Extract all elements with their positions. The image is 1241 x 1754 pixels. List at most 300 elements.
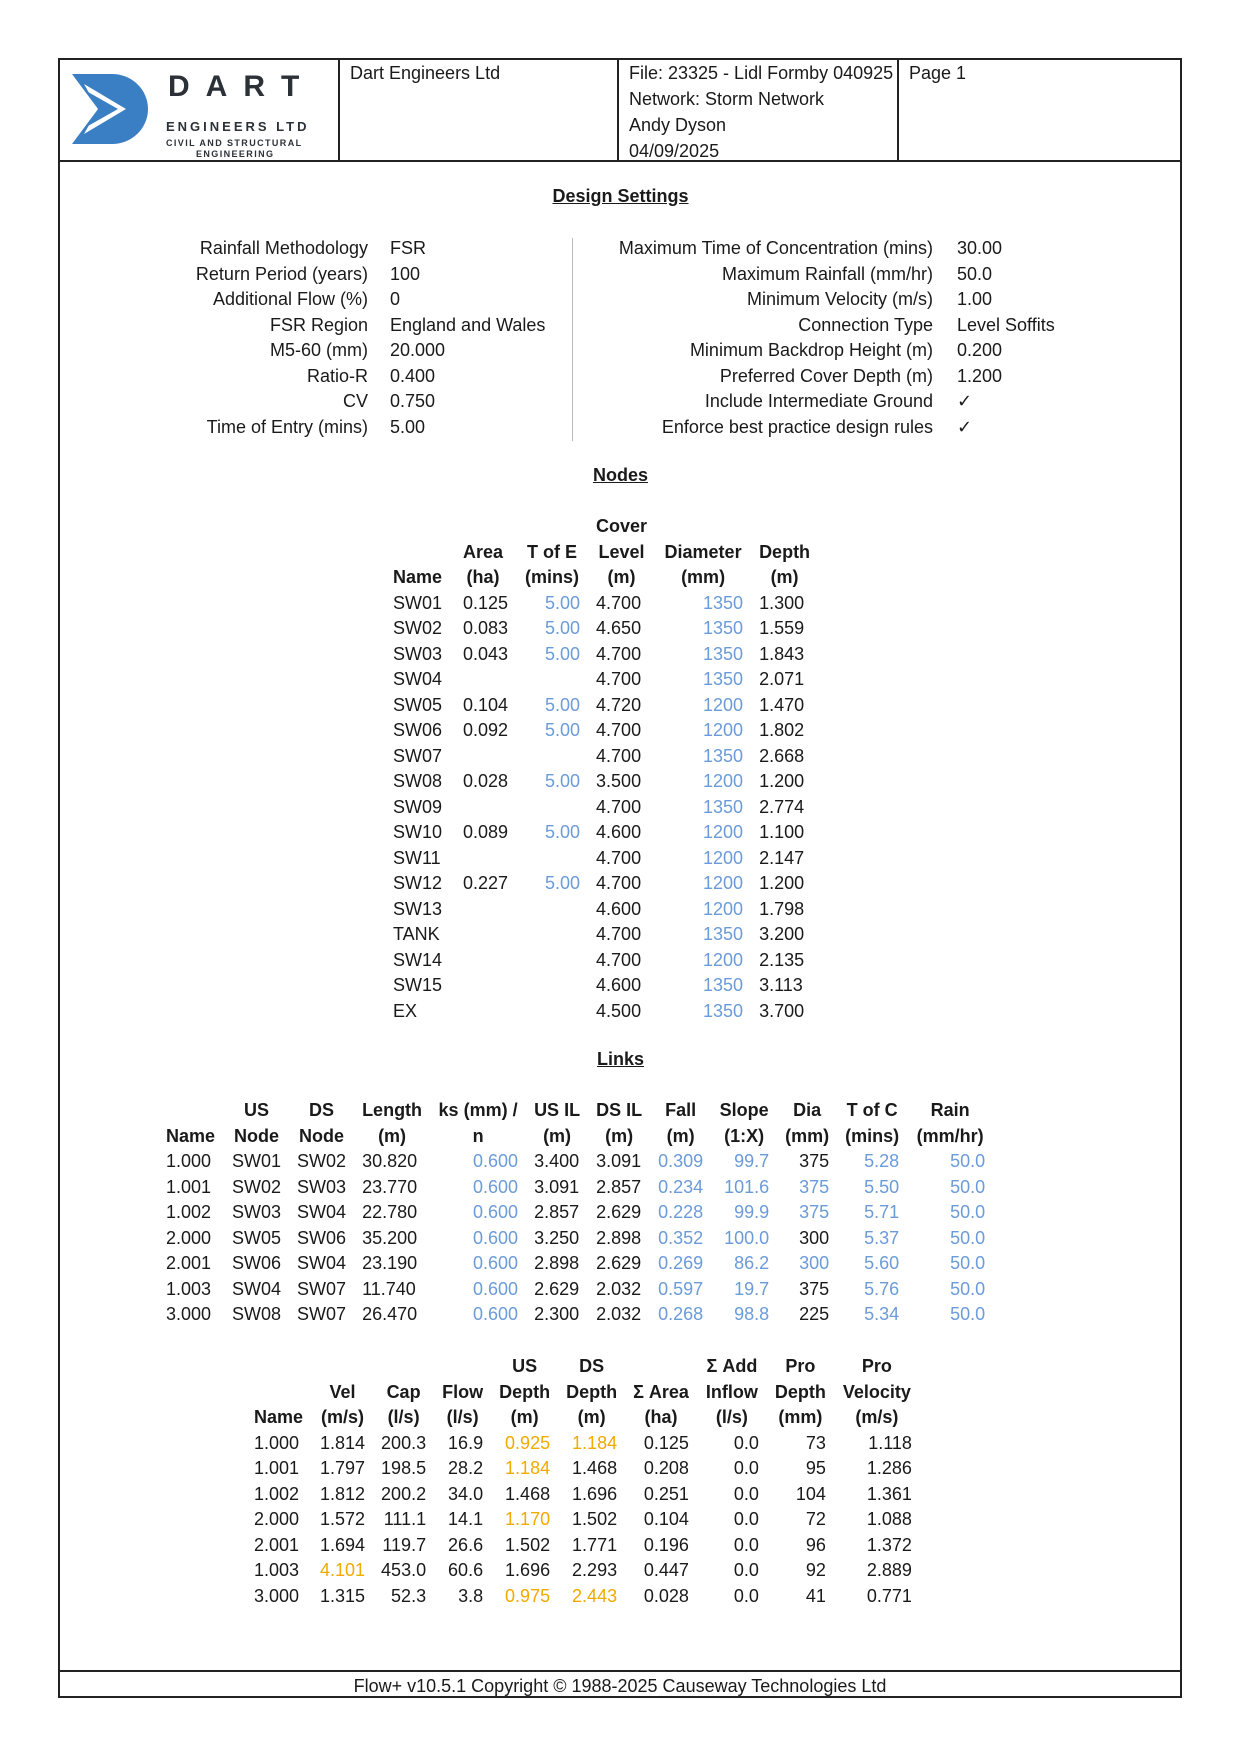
- setting-label: Minimum Velocity (m/s): [746, 289, 933, 309]
- column-header: [650, 1098, 711, 1149]
- table-cell: 2.898: [596, 1227, 642, 1248]
- table-cell: 5.34: [864, 1304, 900, 1324]
- table-cell: [450, 846, 516, 872]
- table-cell: 1200: [703, 847, 744, 868]
- table-cell: 5.00: [544, 643, 581, 664]
- column-header-line: Inflow: [705, 1381, 758, 1402]
- setting-label: Ratio-R: [306, 365, 368, 386]
- table-cell: 60.6: [448, 1560, 484, 1580]
- table-cell: 3.091: [534, 1176, 580, 1197]
- logo-tagline-1: CIVIL AND STRUCTURAL: [166, 138, 303, 148]
- page-cell: [897, 58, 1180, 160]
- author-line: Andy Dyson: [629, 115, 727, 135]
- table-cell: [450, 897, 516, 923]
- table-cell: 0.600: [473, 1253, 519, 1273]
- table-cell: 0.234: [658, 1176, 704, 1197]
- table-cell: [450, 948, 516, 974]
- column-header-line: DS: [309, 1100, 335, 1120]
- table-cell: 2.629: [596, 1253, 642, 1273]
- column-header-line: Name: [254, 1407, 304, 1427]
- column-header-line: Depth: [759, 541, 811, 562]
- table-cell: 4.500: [596, 1000, 642, 1021]
- table-cell: 1.468: [572, 1458, 618, 1478]
- table-row: [158, 1302, 993, 1328]
- column-header-line: (mm): [778, 1407, 823, 1427]
- table-cell: 198.5: [381, 1458, 427, 1478]
- table-cell: 50.0: [950, 1304, 986, 1324]
- column-header-line: Velocity: [842, 1381, 911, 1402]
- table-cell: 11.740: [362, 1278, 416, 1299]
- table-cell: 375: [799, 1176, 830, 1197]
- table-cell: 14.1: [448, 1509, 484, 1529]
- setting-label: CV: [342, 391, 368, 411]
- setting-value: 0.200: [957, 340, 1003, 360]
- table-cell: 99.7: [734, 1151, 770, 1171]
- column-header: [312, 1354, 373, 1431]
- table-cell: 4.720: [596, 694, 642, 715]
- table-cell: SW06: [393, 720, 443, 740]
- table-cell: 3.113: [759, 975, 803, 995]
- table-cell: 2.300: [534, 1304, 580, 1324]
- table-cell: 1.814: [320, 1432, 366, 1453]
- table-cell: 1.559: [759, 618, 805, 638]
- table-cell: 23.190: [362, 1253, 418, 1273]
- table-cell: 4.600: [596, 975, 642, 995]
- table-cell: 1350: [703, 618, 744, 638]
- column-header-line: Cap: [386, 1381, 421, 1402]
- table-cell: 1.003: [254, 1560, 300, 1580]
- table-cell: 4.700: [596, 720, 642, 740]
- setting-label: M5-60 (mm): [270, 340, 368, 360]
- setting-row: [140, 338, 545, 364]
- table-cell: 5.76: [864, 1278, 900, 1299]
- column-header-line: n: [472, 1125, 484, 1146]
- column-header-line: Length: [362, 1100, 423, 1120]
- table-cell: 0.0: [733, 1458, 759, 1478]
- footer-copyright: Flow+ v10.5.1 Copyright © 1988-2025 Causeway Technologies Ltd: [58, 1670, 1182, 1698]
- table-cell: 104: [795, 1483, 826, 1504]
- setting-row: [593, 287, 1055, 313]
- setting-label: Minimum Backdrop Height (m): [689, 340, 933, 360]
- table-cell: SW03: [297, 1176, 347, 1197]
- table-cell: 1.118: [868, 1432, 912, 1453]
- table-cell: 2.000: [166, 1227, 212, 1248]
- table-cell: 4.650: [596, 618, 642, 638]
- table-cell: 1.315: [320, 1585, 366, 1606]
- column-header-line: Flow: [442, 1381, 484, 1402]
- table-cell: 1200: [703, 873, 744, 893]
- table-cell: 72: [805, 1509, 826, 1529]
- links-title: Links: [596, 1049, 644, 1069]
- column-header-line: (m): [607, 567, 636, 587]
- links-table: [158, 1098, 993, 1328]
- column-header-line: (m/s): [855, 1407, 899, 1427]
- network-line: Network: Storm Network: [629, 89, 825, 109]
- table-cell: 3.091: [596, 1151, 642, 1171]
- table-cell: 101.6: [724, 1176, 770, 1197]
- table-cell: SW10: [393, 822, 443, 842]
- column-header: [777, 1098, 837, 1149]
- table-cell: 4.700: [596, 669, 642, 689]
- table-cell: 26.470: [362, 1304, 418, 1324]
- table-row: [246, 1507, 920, 1533]
- column-header: [430, 1098, 526, 1149]
- table-cell: 2.071: [759, 669, 805, 689]
- table-cell: SW08: [232, 1304, 282, 1324]
- column-header-line: Area: [463, 541, 504, 562]
- table-cell: 28.2: [448, 1458, 484, 1478]
- column-header-line: (ha): [466, 567, 500, 587]
- table-cell: 95: [805, 1458, 826, 1478]
- table-cell: SW02: [232, 1176, 282, 1197]
- table-cell: 0.447: [643, 1560, 689, 1580]
- setting-value: ✓: [957, 391, 973, 411]
- table-cell: [516, 846, 588, 872]
- column-header-line: US IL: [534, 1100, 581, 1120]
- setting-value: England and Wales: [390, 314, 546, 335]
- table-cell: SW06: [232, 1253, 282, 1273]
- setting-row: [593, 389, 1055, 415]
- column-header: [224, 1098, 289, 1149]
- table-cell: 2.001: [254, 1534, 300, 1555]
- column-header-line: Node: [299, 1125, 345, 1146]
- column-header-line: Rain: [930, 1100, 970, 1120]
- table-cell: 0.352: [658, 1227, 704, 1248]
- table-cell: SW04: [232, 1278, 282, 1299]
- setting-value: 100: [390, 263, 421, 284]
- table-cell: 0.028: [462, 771, 509, 791]
- file-line: File: 23325 - Lidl Formby 040925: [629, 63, 894, 83]
- table-cell: 1.200: [759, 771, 805, 791]
- column-header: [751, 514, 818, 591]
- table-cell: 2.857: [534, 1202, 580, 1222]
- table-cell: 98.8: [734, 1304, 770, 1324]
- table-cell: 96: [805, 1534, 826, 1555]
- table-row: [385, 973, 818, 999]
- table-cell: 50.0: [950, 1202, 986, 1222]
- column-header: [450, 514, 516, 591]
- column-header-line: (m): [378, 1125, 407, 1146]
- table-row: [158, 1149, 993, 1175]
- table-cell: 0.600: [473, 1304, 519, 1324]
- column-header-line: Slope: [719, 1100, 769, 1120]
- setting-row: [140, 415, 545, 441]
- table-cell: 1.372: [866, 1534, 912, 1555]
- table-cell: 1.002: [254, 1483, 300, 1504]
- table-cell: 73: [805, 1432, 826, 1453]
- table-cell: 1350: [703, 643, 744, 664]
- column-header-line: (mm): [785, 1125, 830, 1146]
- column-header-line: Pro: [785, 1356, 816, 1376]
- column-header: [558, 1354, 625, 1431]
- table-row: [246, 1482, 920, 1508]
- column-header-line: (l/s): [715, 1407, 748, 1427]
- table-cell: 1.694: [320, 1534, 366, 1555]
- table-cell: 5.28: [864, 1151, 900, 1171]
- table-cell: 34.0: [448, 1483, 484, 1504]
- table-cell: 4.101: [320, 1560, 366, 1580]
- column-header-line: Fall: [665, 1100, 697, 1120]
- table-cell: 0.0: [733, 1432, 759, 1453]
- setting-value: 30.00: [957, 238, 1003, 258]
- table-cell: 1200: [703, 694, 744, 715]
- company-cell: [338, 58, 617, 160]
- table-cell: 0.0: [733, 1483, 759, 1504]
- table-cell: 50.0: [950, 1227, 986, 1248]
- table-cell: SW01: [393, 592, 443, 613]
- table-cell: 1.001: [166, 1176, 212, 1197]
- table-cell: 0.089: [462, 822, 509, 842]
- column-header: [354, 1098, 430, 1149]
- table-cell: 1.002: [166, 1202, 212, 1222]
- table-cell: 0.043: [462, 643, 509, 664]
- table-cell: SW11: [393, 847, 441, 868]
- column-header: [588, 514, 655, 591]
- table-cell: 1.771: [572, 1534, 618, 1555]
- table-cell: 1.184: [505, 1458, 551, 1478]
- table-cell: 5.50: [864, 1176, 900, 1197]
- table-cell: 1200: [703, 949, 744, 970]
- table-cell: 4.700: [596, 745, 642, 766]
- table-cell: 375: [799, 1278, 830, 1299]
- table-cell: 0.196: [643, 1534, 689, 1555]
- table-row: [246, 1456, 920, 1482]
- table-cell: 111.1: [383, 1509, 427, 1529]
- setting-value: 5.00: [390, 416, 426, 437]
- setting-label: Connection Type: [798, 314, 933, 335]
- table-cell: 99.9: [734, 1202, 770, 1222]
- setting-label: Enforce best practice design rules: [661, 416, 933, 437]
- table-cell: 0.771: [866, 1585, 912, 1606]
- column-header: [625, 1354, 697, 1431]
- table-cell: SW07: [297, 1278, 347, 1299]
- setting-row: [593, 338, 1055, 364]
- table-cell: 1350: [703, 745, 744, 766]
- setting-row: [593, 415, 1055, 441]
- table-cell: 4.700: [596, 924, 642, 944]
- table-cell: [516, 999, 588, 1025]
- column-header-line: ks (mm) /: [438, 1100, 518, 1120]
- table-cell: 4.600: [596, 898, 642, 919]
- table-cell: 1.286: [866, 1458, 912, 1478]
- setting-value: FSR: [390, 238, 426, 258]
- table-cell: 1350: [703, 1000, 744, 1021]
- table-row: [385, 642, 818, 668]
- column-header: [655, 514, 751, 591]
- table-cell: 2.147: [759, 847, 805, 868]
- table-cell: 0.104: [462, 694, 509, 715]
- table-cell: 50.0: [950, 1278, 986, 1299]
- table-cell: SW13: [393, 898, 443, 919]
- column-header-line: Level: [598, 541, 645, 562]
- table-row: [385, 693, 818, 719]
- table-cell: 0.600: [473, 1202, 519, 1222]
- table-row: [385, 948, 818, 974]
- column-header-line: Node: [234, 1125, 280, 1146]
- table-row: [385, 897, 818, 923]
- setting-label: Include Intermediate Ground: [704, 391, 933, 411]
- table-cell: 0.0: [733, 1509, 759, 1529]
- column-header-line: T of E: [527, 541, 578, 562]
- table-cell: 2.629: [534, 1278, 580, 1299]
- table-cell: [516, 795, 588, 821]
- table-cell: 3.200: [759, 924, 805, 944]
- table-cell: 200.2: [381, 1483, 427, 1504]
- column-header-line: T of C: [846, 1100, 898, 1120]
- table-cell: 0.268: [658, 1304, 704, 1324]
- table-cell: 225: [799, 1304, 830, 1324]
- table-cell: 23.770: [362, 1176, 418, 1197]
- table-cell: 3.700: [759, 1000, 805, 1021]
- table-cell: SW07: [297, 1304, 347, 1324]
- table-cell: 5.00: [544, 771, 581, 791]
- table-cell: 1200: [703, 822, 744, 842]
- design-settings-left: [140, 236, 545, 440]
- column-header: [516, 514, 588, 591]
- table-cell: 1.502: [572, 1509, 618, 1529]
- table-cell: 1.100: [759, 822, 805, 842]
- table-row: [246, 1533, 920, 1559]
- nodes-title: Nodes: [592, 465, 648, 485]
- table-cell: 2.293: [572, 1560, 618, 1580]
- table-cell: 2.898: [534, 1253, 580, 1273]
- column-header-line: (mins): [845, 1125, 900, 1146]
- table-row: [385, 718, 818, 744]
- table-row: [385, 616, 818, 642]
- setting-row: [140, 389, 545, 415]
- table-cell: 2.668: [759, 745, 805, 766]
- company-logo: [72, 70, 332, 159]
- table-row: [385, 667, 818, 693]
- table-cell: 200.3: [381, 1432, 427, 1453]
- table-cell: 1.184: [572, 1432, 618, 1453]
- column-header: [158, 1098, 224, 1149]
- table-row: [246, 1431, 920, 1457]
- table-cell: 1.468: [505, 1483, 551, 1504]
- table-cell: 86.2: [734, 1253, 770, 1273]
- column-header-line: (m): [666, 1125, 695, 1146]
- design-settings-right: [593, 236, 1055, 440]
- column-header: [246, 1354, 312, 1431]
- table-cell: 4.700: [596, 643, 642, 664]
- setting-row: [140, 364, 545, 390]
- setting-value: 1.00: [957, 289, 993, 309]
- column-header-line: Vel: [329, 1381, 356, 1402]
- column-header: [834, 1354, 920, 1431]
- column-header-line: (m): [510, 1407, 539, 1427]
- table-cell: SW03: [393, 643, 443, 664]
- table-cell: 4.700: [596, 873, 642, 893]
- table-cell: 119.7: [382, 1534, 427, 1555]
- table-cell: 1.088: [866, 1509, 912, 1529]
- table-cell: 300: [799, 1253, 830, 1273]
- column-header-line: (m): [770, 567, 799, 587]
- table-cell: 2.000: [254, 1509, 300, 1529]
- table-cell: 300: [799, 1227, 830, 1248]
- setting-label: Additional Flow (%): [212, 289, 368, 309]
- column-header-line: (mins): [525, 567, 580, 587]
- table-cell: SW05: [232, 1227, 282, 1248]
- table-cell: SW04: [297, 1253, 347, 1273]
- table-cell: SW01: [232, 1151, 282, 1171]
- table-cell: 3.8: [458, 1585, 484, 1606]
- table-row: [385, 871, 818, 897]
- table-cell: 1.696: [505, 1560, 551, 1580]
- column-header-line: (l/s): [387, 1407, 420, 1427]
- table-cell: 0.104: [643, 1509, 689, 1529]
- setting-row: [593, 262, 1055, 288]
- table-cell: 1.000: [166, 1151, 212, 1171]
- table-cell: 2.001: [166, 1253, 212, 1273]
- table-cell: 0.125: [462, 592, 509, 613]
- column-header: [289, 1098, 354, 1149]
- column-header: [907, 1098, 993, 1149]
- table-row: [158, 1226, 993, 1252]
- table-cell: 0.092: [462, 720, 509, 740]
- table-row: [385, 769, 818, 795]
- table-cell: 1350: [703, 592, 744, 613]
- table-cell: 30.820: [362, 1151, 418, 1171]
- table-cell: SW04: [393, 669, 443, 689]
- table-cell: 4.700: [596, 949, 642, 970]
- table-cell: 0.083: [462, 618, 509, 638]
- table-row: [385, 922, 818, 948]
- setting-value: 0.750: [390, 391, 436, 411]
- table-cell: [450, 973, 516, 999]
- table-cell: 1.802: [759, 720, 805, 740]
- table-cell: 0.925: [505, 1432, 551, 1453]
- setting-value: 50.0: [957, 263, 993, 284]
- column-header-line: (m/s): [321, 1407, 365, 1427]
- setting-value: 20.000: [390, 340, 446, 360]
- logo-subtitle: ENGINEERS LTD: [166, 119, 310, 134]
- table-cell: SW15: [393, 975, 443, 995]
- results-table: [246, 1354, 920, 1609]
- table-row: [158, 1251, 993, 1277]
- table-cell: SW09: [393, 796, 443, 817]
- page-number: Page 1: [909, 63, 967, 83]
- table-row: [158, 1277, 993, 1303]
- table-cell: TANK: [393, 924, 440, 944]
- table-cell: SW12: [393, 873, 443, 893]
- table-cell: SW03: [232, 1202, 282, 1222]
- table-cell: 2.032: [596, 1278, 642, 1299]
- column-header-line: Pro: [861, 1356, 892, 1376]
- table-row: [385, 744, 818, 770]
- logo-tagline-2: ENGINEERING: [196, 149, 275, 159]
- setting-row: [140, 236, 545, 262]
- table-cell: 4.700: [596, 796, 642, 817]
- setting-label: Preferred Cover Depth (m): [719, 365, 933, 386]
- setting-value: 1.200: [957, 365, 1003, 386]
- setting-label: Maximum Time of Concentration (mins): [618, 238, 933, 258]
- table-cell: 5.00: [544, 873, 581, 893]
- column-header-line: Name: [393, 567, 443, 587]
- column-header-line: DS IL: [596, 1100, 643, 1120]
- table-cell: SW06: [297, 1227, 347, 1248]
- table-cell: 2.443: [572, 1585, 618, 1606]
- table-cell: 1350: [703, 796, 744, 817]
- column-header-line: Name: [166, 1125, 216, 1146]
- column-header: [767, 1354, 834, 1431]
- table-cell: 19.7: [734, 1278, 770, 1299]
- table-cell: [516, 897, 588, 923]
- column-header-line: US: [512, 1356, 538, 1376]
- table-cell: 3.000: [166, 1304, 212, 1324]
- table-cell: 1.502: [505, 1534, 551, 1555]
- table-cell: 0.208: [643, 1458, 689, 1478]
- table-cell: 0.028: [643, 1585, 689, 1606]
